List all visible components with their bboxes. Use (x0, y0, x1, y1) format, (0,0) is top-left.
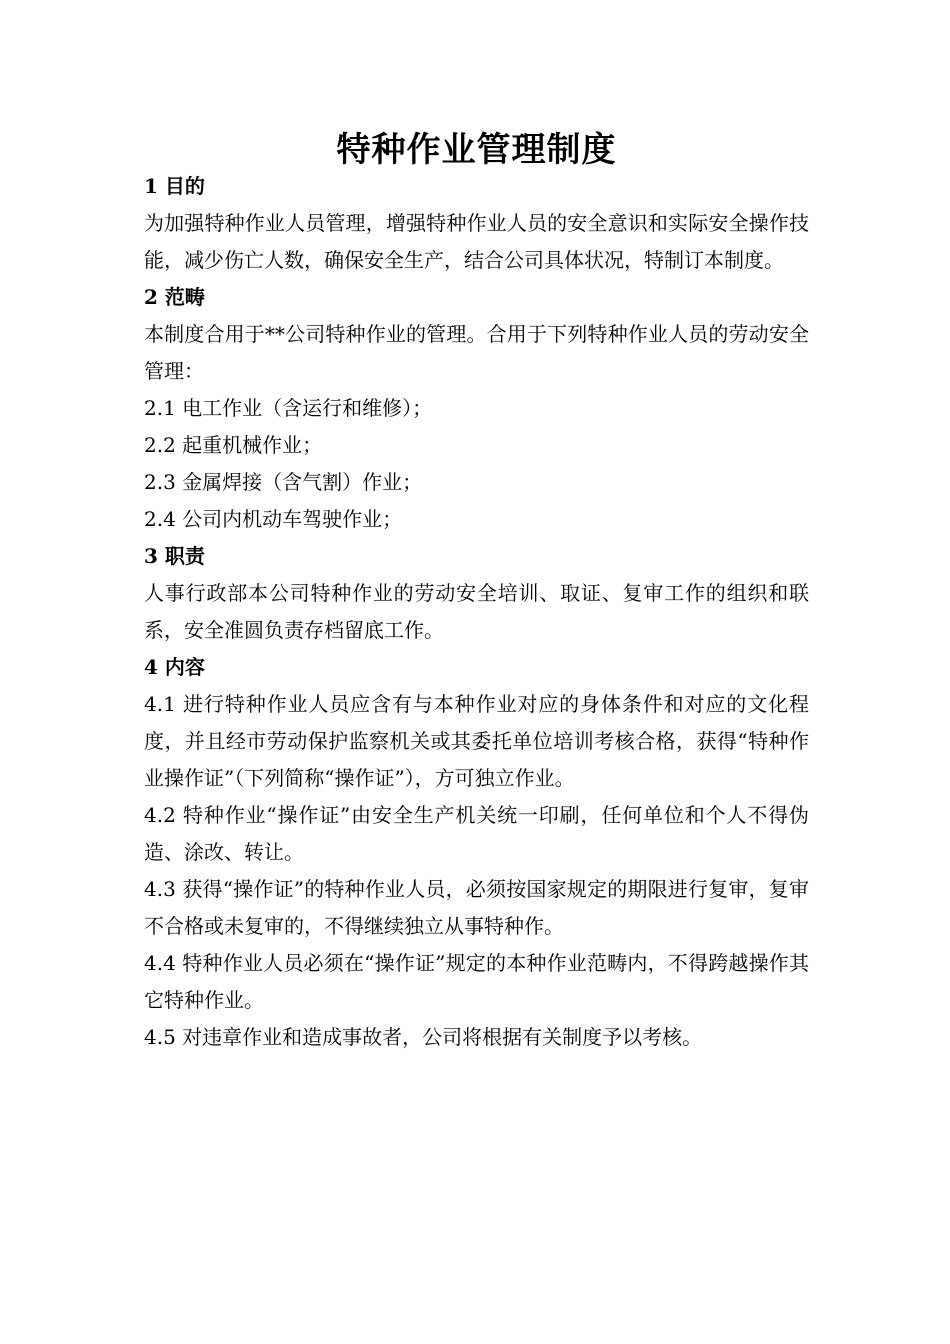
scope-item-2-2: 2.2 起重机械作业； (144, 433, 323, 457)
content-item-4-1: 4.1 进行特种作业人员应含有与本种作业对应的身体条件和对应的文化程度，并且经市劳动保护监察机关或其委托单位培训考核合格，获得“特种作业操作证”（下列简称“操作证”），方可独立作业。 (144, 692, 809, 790)
content-item-4-3: 4.3 获得“操作证”的特种作业人员，必须按国家规定的期限进行复审，复审不合格或未复审的，不得继续独立从事特种作。 (144, 877, 809, 938)
section-heading-content: 4 内容 (144, 655, 205, 679)
section-heading-scope: 2 范畴 (144, 285, 205, 309)
document-title: 特种作业管理制度 (336, 130, 617, 170)
scope-item-2-4: 2.4 公司内机动车驾驶作业； (144, 507, 403, 531)
content-item-4-5: 4.5 对违章作业和造成事故者，公司将根据有关制度予以考核。 (144, 1025, 703, 1049)
scope-item-2-1: 2.1 电工作业（含运行和维修）； (144, 396, 433, 420)
content-item-4-4: 4.4 特种作业人员必须在“操作证”规定的本种作业范畴内，不得跨越操作其它特种作业。 (144, 951, 809, 1012)
duties-paragraph: 人事行政部本公司特种作业的劳动安全培训、取证、复审工作的组织和联系，安全准圆负责存档留底工作。 (144, 581, 809, 642)
scope-paragraph: 本制度合用于**公司特种作业的管理。合用于下列特种作业人员的劳动安全管理： (144, 322, 809, 383)
scope-item-2-3: 2.3 金属焊接（含气割）作业； (144, 470, 423, 494)
content-item-4-2: 4.2 特种作业“操作证”由安全生产机关统一印刷，任何单位和个人不得伪造、涂改、转让。 (144, 803, 809, 864)
purpose-paragraph: 为加强特种作业人员管理，增强特种作业人员的安全意识和实际安全操作技能，减少伤亡人数，确保安全生产，结合公司具体状况，特制订本制度。 (144, 211, 809, 272)
document-body (144, 168, 809, 1056)
section-heading-duties: 3 职责 (144, 544, 205, 568)
section-heading-purpose: 1 目的 (144, 174, 205, 198)
